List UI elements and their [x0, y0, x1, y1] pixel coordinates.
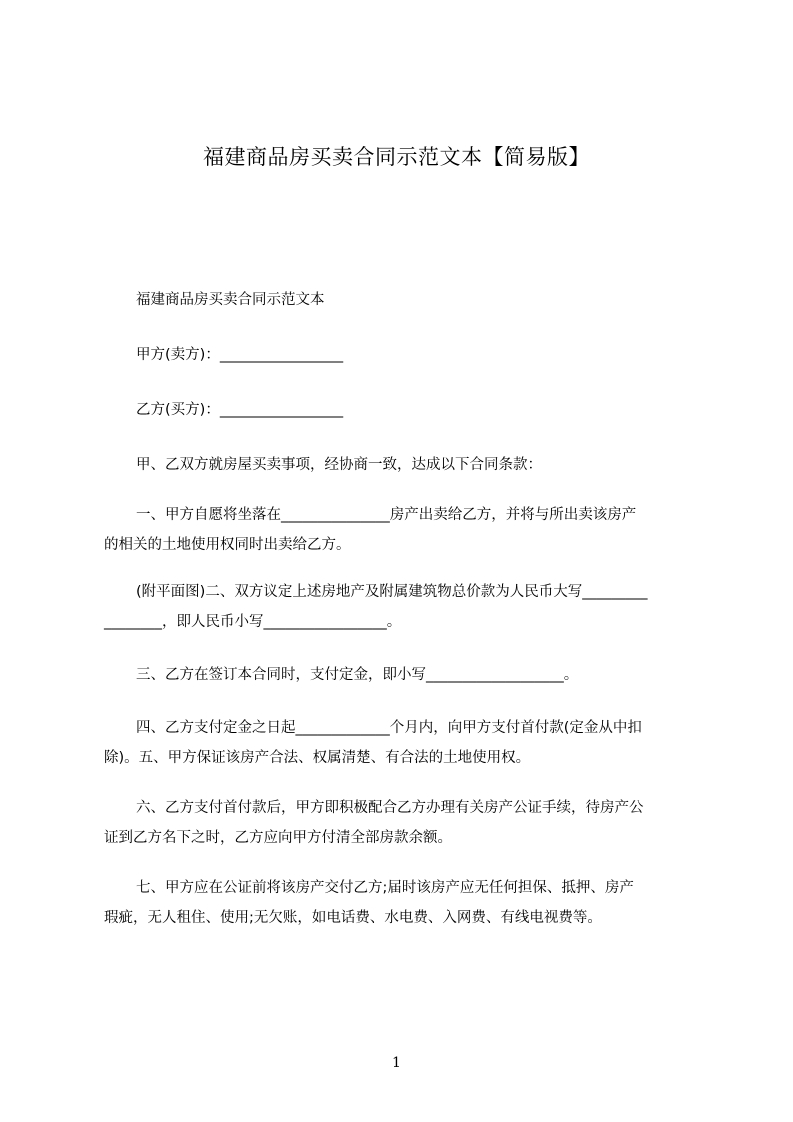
paragraph-party-a: [104, 340, 704, 370]
paragraph-line: 甲、乙双方就房屋买卖事项，经协商一致，达成以下合同条款：: [136, 457, 542, 473]
paragraph-line: 除)。五、甲方保证该房产合法、权属清楚、有合法的土地使用权。: [104, 750, 531, 766]
clause-2: [104, 577, 704, 637]
paragraph-line: 瑕疵，无人租住、使用;无欠账，如电话费、水电费、入网费、有线电视费等。: [104, 910, 602, 926]
clause-3: [104, 660, 704, 690]
paragraph-heading: [104, 285, 704, 315]
paragraph-line: 福建商品房买卖合同示范文本: [136, 292, 325, 308]
paragraph-line: ________，即人民币小写_________________。: [104, 614, 402, 630]
paragraph-intro: [104, 450, 704, 480]
paragraph-line: 七、甲方应在公证前将该房产交付乙方;届时该房产应无任何担保、抵押、房产: [136, 880, 634, 896]
paragraph-line: 四、乙方支付定金之日起_____________个月内，向甲方支付首付款(定金从中扣: [136, 720, 642, 736]
clause-6: [104, 793, 704, 853]
paragraph-line: 的相关的土地使用权同时出卖给乙方。: [104, 537, 351, 553]
paragraph-line: 一、甲方自愿将坐落在_______________房产出卖给乙方，并将与所出卖该房产: [136, 507, 637, 523]
clause-4-5: [104, 713, 704, 773]
paragraph-line: (附平面图)二、双方议定上述房地产及附属建筑物总价款为人民币大写_________: [136, 584, 648, 600]
clause-1: [104, 500, 704, 560]
paragraph-line: 三、乙方在签订本合同时，支付定金，即小写___________________。: [136, 667, 579, 683]
paragraph-line: 证到乙方名下之时，乙方应向甲方付清全部房款余额。: [104, 830, 452, 846]
document-title: 福建商品房买卖合同示范文本【简易版】: [203, 145, 590, 169]
paragraph-party-b: [104, 395, 704, 425]
paragraph-line: 甲方(卖方)：_________________: [136, 347, 344, 363]
clause-7: [104, 873, 704, 933]
paragraph-line: 乙方(买方)：_________________: [136, 402, 344, 418]
paragraph-line: 六、乙方支付首付款后，甲方即积极配合乙方办理有关房产公证手续，待房产公: [136, 800, 644, 816]
page-number: 1: [392, 1055, 401, 1071]
